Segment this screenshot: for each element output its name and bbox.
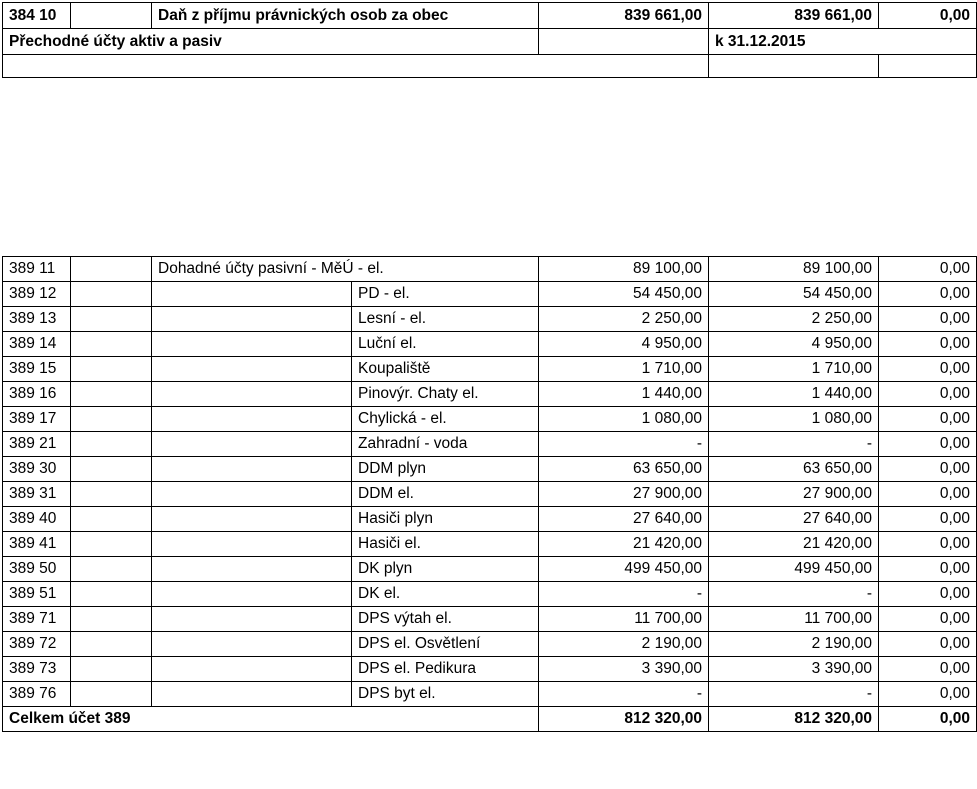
value-cell: 63 650,00 [709,457,879,482]
description-cell: PD - el. [352,282,539,307]
table-row [3,607,977,632]
value-cell: 0,00 [879,632,977,657]
value-cell: 0,00 [879,332,977,357]
value-cell: 0,00 [879,482,977,507]
value-cell: 0,00 [879,282,977,307]
value-cell: - [709,582,879,607]
value-cell: 1 080,00 [539,407,709,432]
description-cell: Dohadné účty pasivní - MěÚ - el. [152,257,539,282]
value-cell: 2 190,00 [709,632,879,657]
description-cell: DDM el. [352,482,539,507]
value-cell: 21 420,00 [709,532,879,557]
account-cell: 389 12 [3,282,71,307]
value-cell: 2 250,00 [709,307,879,332]
table-row [3,632,977,657]
table-row [3,382,977,407]
description-cell: Hasiči el. [352,532,539,557]
table-row [3,282,977,307]
value-cell: 1 440,00 [709,382,879,407]
section-date: k 31.12.2015 [709,29,977,55]
table-row [3,557,977,582]
table-row [3,507,977,532]
value-cell: 0,00 [879,607,977,632]
account-cell: 389 72 [3,632,71,657]
value-cell: 11 700,00 [539,607,709,632]
description-cell: Koupaliště [352,357,539,382]
spacer-row [3,78,977,257]
table-row [3,582,977,607]
value-cell: 499 450,00 [539,557,709,582]
total-value: 812 320,00 [539,707,709,732]
description-cell: DK plyn [352,557,539,582]
table-row [3,432,977,457]
value-cell: 3 390,00 [709,657,879,682]
account-cell: 389 50 [3,557,71,582]
account-cell: 389 14 [3,332,71,357]
value-cell: 1 440,00 [539,382,709,407]
description-cell: DPS el. Osvětlení [352,632,539,657]
description-cell: DDM plyn [352,457,539,482]
table-row [3,257,977,282]
account-cell: 389 15 [3,357,71,382]
value-cell: 0,00 [879,532,977,557]
table-row [3,532,977,557]
value-cell: 27 640,00 [709,507,879,532]
value-cell: 89 100,00 [709,257,879,282]
description-cell: Lesní - el. [352,307,539,332]
account-cell: 389 11 [3,257,71,282]
value-cell: 3 390,00 [539,657,709,682]
value-cell: 0,00 [879,657,977,682]
account-cell: 389 21 [3,432,71,457]
value-cell: 1 080,00 [709,407,879,432]
value-cell: 0,00 [879,682,977,707]
value-cell: 0,00 [879,407,977,432]
table-row [3,657,977,682]
value-cell: - [539,682,709,707]
description-cell: DPS el. Pedikura [352,657,539,682]
value-cell: 54 450,00 [709,282,879,307]
value-cell: 4 950,00 [709,332,879,357]
value-cell: 839 661,00 [709,3,879,29]
value-cell: 4 950,00 [539,332,709,357]
table-row [3,407,977,432]
value-cell: 0,00 [879,582,977,607]
total-label: Celkem účet 389 [3,707,539,732]
table-row [3,482,977,507]
value-cell: 499 450,00 [709,557,879,582]
account-cell: 389 41 [3,532,71,557]
account-cell: 389 31 [3,482,71,507]
table-row-top [3,3,977,29]
account-cell: 389 16 [3,382,71,407]
value-cell: 0,00 [879,382,977,407]
description-cell: Daň z příjmu právnických osob za obec [152,3,539,29]
blank-row [3,55,977,78]
value-cell: 2 190,00 [539,632,709,657]
description-cell: Luční el. [352,332,539,357]
account-cell: 389 73 [3,657,71,682]
table-row [3,307,977,332]
value-cell: 0,00 [879,457,977,482]
description-cell: Hasiči plyn [352,507,539,532]
account-cell: 389 76 [3,682,71,707]
total-value: 0,00 [879,707,977,732]
value-cell: 1 710,00 [539,357,709,382]
value-cell: 63 650,00 [539,457,709,482]
value-cell: 0,00 [879,307,977,332]
value-cell: 27 900,00 [539,482,709,507]
value-cell: 0,00 [879,257,977,282]
description-cell: DPS byt el. [352,682,539,707]
account-cell: 389 71 [3,607,71,632]
value-cell: 54 450,00 [539,282,709,307]
table-row [3,332,977,357]
value-cell: 89 100,00 [539,257,709,282]
section-header-row [3,29,977,55]
value-cell: 0,00 [879,3,977,29]
value-cell: 0,00 [879,357,977,382]
section-title: Přechodné účty aktiv a pasiv [3,29,539,55]
value-cell: - [539,432,709,457]
description-cell: Chylická - el. [352,407,539,432]
accounts-table [2,2,977,732]
account-cell: 389 40 [3,507,71,532]
table-row [3,682,977,707]
value-cell: 0,00 [879,432,977,457]
table-row [3,457,977,482]
description-cell: Pinovýr. Chaty el. [352,382,539,407]
total-value: 812 320,00 [709,707,879,732]
value-cell: 27 640,00 [539,507,709,532]
value-cell: 21 420,00 [539,532,709,557]
value-cell: 0,00 [879,557,977,582]
value-cell: - [539,582,709,607]
account-cell: 389 17 [3,407,71,432]
total-row [3,707,977,732]
account-cell: 389 13 [3,307,71,332]
description-cell: DK el. [352,582,539,607]
description-cell: DPS výtah el. [352,607,539,632]
value-cell: 2 250,00 [539,307,709,332]
account-cell: 384 10 [3,3,71,29]
value-cell: 1 710,00 [709,357,879,382]
value-cell: 11 700,00 [709,607,879,632]
account-cell: 389 30 [3,457,71,482]
value-cell: - [709,432,879,457]
value-cell: 839 661,00 [539,3,709,29]
description-cell: Zahradní - voda [352,432,539,457]
value-cell: 27 900,00 [709,482,879,507]
value-cell: - [709,682,879,707]
table-row [3,357,977,382]
account-cell: 389 51 [3,582,71,607]
value-cell: 0,00 [879,507,977,532]
